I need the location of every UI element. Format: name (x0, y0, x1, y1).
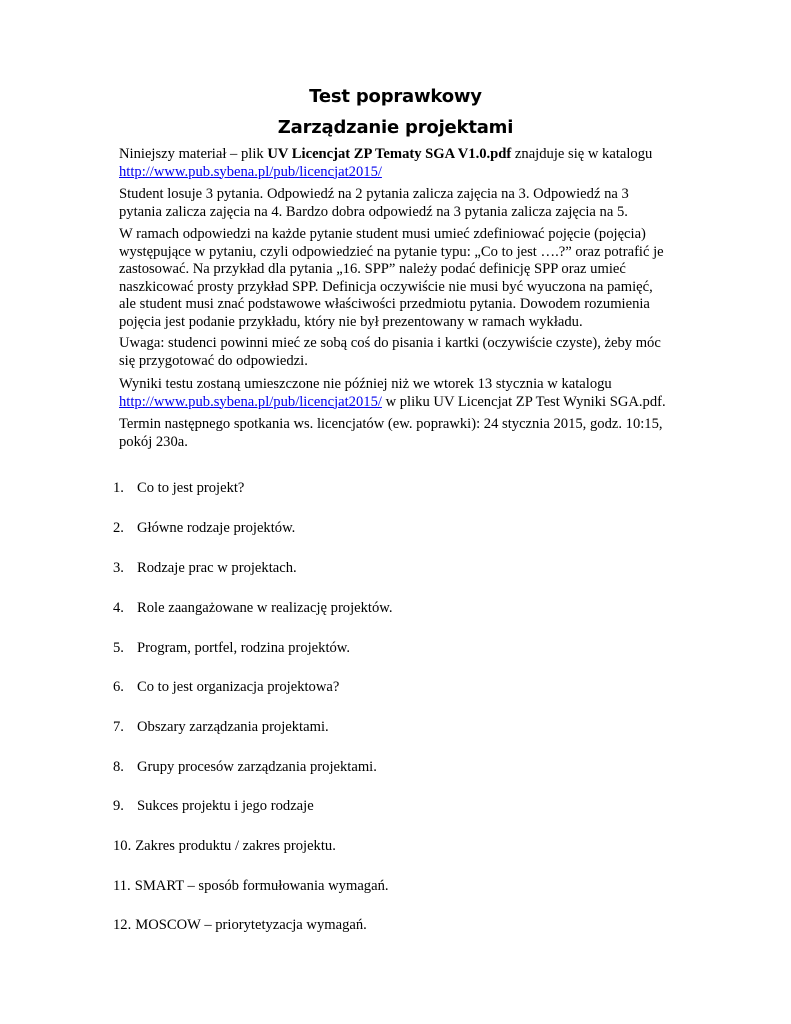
item-text: Główne rodzaje projektów. (137, 520, 296, 536)
catalog-link[interactable]: http://www.pub.sybena.pl/pub/licencjat2015/ (119, 163, 382, 180)
item-number: 3. (113, 560, 124, 576)
list-item (113, 718, 673, 736)
results-file-text: w pliku UV Licencjat ZP Test Wyniki SGA.pdf. (381, 393, 666, 410)
item-number: 12. (113, 917, 132, 933)
item-number: 10. (113, 838, 132, 854)
item-text: MOSCOW – priorytetyzacja wymagań. (135, 917, 367, 933)
paragraph-line: Wyniki testu zostaną umieszczone nie później niż we wtorek 13 stycznia w katalogu (119, 376, 612, 392)
intro-text-end: znajduje się w katalogu (511, 146, 653, 162)
paragraph-line: Termin następnego spotkania ws. licencjatów (ew. poprawki): 24 stycznia 2015, godz. 10:15, (119, 416, 663, 432)
intro-line (119, 146, 679, 164)
list-item (113, 599, 673, 617)
item-text: Co to jest projekt? (137, 480, 245, 496)
item-text: Role zaangażowane w realizację projektów. (137, 600, 393, 616)
item-text: Grupy procesów zarządzania projektami. (137, 759, 377, 775)
item-number: 2. (113, 520, 124, 536)
item-number: 7. (113, 719, 124, 735)
list-item (113, 639, 673, 657)
list-item (113, 519, 673, 537)
results-paragraph (119, 376, 679, 411)
list-item (113, 877, 673, 895)
item-text: Rodzaje prac w projektach. (137, 560, 297, 576)
list-item (113, 837, 673, 855)
item-text: SMART – sposób formułowania wymagań. (134, 878, 389, 894)
item-number: 5. (113, 640, 124, 656)
results-link[interactable]: http://www.pub.sybena.pl/pub/licencjat2015/ (119, 393, 382, 410)
requirements-paragraph (119, 226, 679, 331)
file-name: UV Licencjat ZP Tematy SGA V1.0.pdf (267, 146, 512, 162)
paragraph-line: pojęcia jest podanie przykładu, który nie był prezentowany w ramach wykładu. (119, 313, 583, 330)
item-text: Co to jest organizacja projektowa? (137, 679, 340, 695)
list-item (113, 758, 673, 776)
paragraph-line: Uwaga: studenci powinni mieć ze sobą coś do pisania i kartki (oczywiście czyste), żeby móc (119, 335, 661, 351)
paragraph-line: naszkicować prosty przykład SPP. Definicja oczywiście nie musi być wyuczona na pamięć, (119, 278, 653, 295)
paragraph-line: ale student musi znać podstawowe właściwości przedmiotu pytania. Dowodem rozumienia (119, 296, 650, 312)
item-text: Obszary zarządzania projektami. (137, 719, 329, 735)
list-item (113, 678, 673, 696)
list-item (113, 797, 673, 815)
list-item (113, 559, 673, 577)
item-text: Program, portfel, rodzina projektów. (137, 640, 351, 656)
item-number: 9. (113, 798, 124, 814)
paragraph-line: pokój 230a. (119, 433, 188, 450)
intro-paragraph (119, 146, 679, 181)
item-number: 6. (113, 679, 124, 695)
document-subtitle: Zarządzanie projektami (277, 117, 514, 138)
meeting-paragraph (119, 416, 679, 451)
item-number: 8. (113, 759, 124, 775)
item-number: 1. (113, 480, 124, 496)
paragraph-line: W ramach odpowiedzi na każde pytanie student musi umieć zdefiniować pojęcie (pojęcia) (119, 226, 646, 242)
note-paragraph (119, 335, 679, 370)
rules-paragraph (119, 186, 679, 221)
item-text: Zakres produktu / zakres projektu. (135, 838, 336, 854)
list-item (113, 916, 673, 934)
intro-text: Niniejszy materiał – plik (119, 146, 268, 162)
item-number: 11. (113, 878, 131, 894)
paragraph-line: pytania zalicza zajęcia na 4. Bardzo dobra odpowiedź na 3 pytania zalicza zajęcia na 5. (119, 203, 628, 220)
list-item (113, 479, 673, 497)
paragraph-line: Student losuje 3 pytania. Odpowiedź na 2 pytania zalicza zajęcia na 3. Odpowiedź na 3 (119, 186, 629, 202)
document-title: Test poprawkowy (309, 86, 482, 107)
paragraph-line: się przygotować do odpowiedzi. (119, 352, 308, 369)
paragraph-line: zastosować. Na przykład dla pytania „16. SPP” należy podać definicję SPP oraz umieć (119, 261, 626, 277)
item-text: Sukces projektu i jego rodzaje (137, 798, 314, 814)
item-number: 4. (113, 600, 124, 616)
paragraph-line: występujące w pytaniu, czyli odpowiedzieć na pytanie typu: „Co to jest ….?” oraz potrafić je (119, 243, 664, 260)
